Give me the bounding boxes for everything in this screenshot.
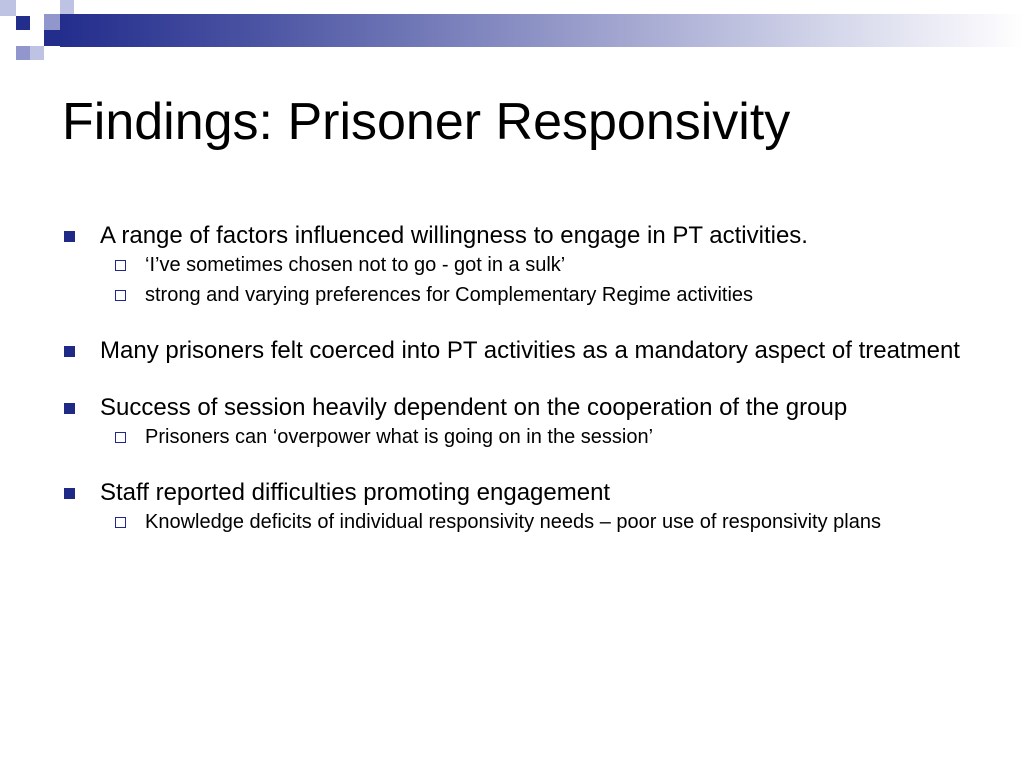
bullet-item [62, 479, 982, 506]
square-bullet-icon [64, 488, 75, 499]
square-bullet-icon [64, 231, 75, 242]
square-bullet-icon [64, 346, 75, 357]
hollow-square-bullet-icon [115, 517, 126, 528]
bullet-item [62, 337, 982, 364]
bullet-list [62, 222, 982, 534]
sub-bullet-text: ‘I’ve sometimes chosen not to go - got in a sulk’ [145, 254, 566, 276]
decor-square [44, 30, 60, 46]
sub-bullet-item [62, 510, 982, 534]
bullet-text: Many prisoners felt coerced into PT activities as a mandatory aspect of treatment [100, 337, 960, 364]
hollow-square-bullet-icon [115, 290, 126, 301]
decor-square [0, 0, 16, 16]
bullet-text: Success of session heavily dependent on the cooperation of the group [100, 394, 848, 421]
decor-square [44, 14, 60, 30]
bullet-text: A range of factors influenced willingness to engage in PT activities. [100, 222, 808, 249]
decor-square [60, 0, 74, 14]
sub-bullet-item [62, 283, 982, 307]
sub-bullet-text: Knowledge deficits of individual responsivity needs – poor use of responsivity plans [145, 511, 881, 533]
bullet-text: Staff reported difficulties promoting engagement [100, 479, 611, 506]
decor-square [16, 16, 30, 30]
hollow-square-bullet-icon [115, 260, 126, 271]
square-bullet-icon [64, 403, 75, 414]
decor-square [16, 46, 30, 60]
slide-title: Findings: Prisoner Responsivity [62, 93, 791, 151]
decor-square [30, 46, 44, 60]
hollow-square-bullet-icon [115, 432, 126, 443]
bullet-item [62, 222, 982, 249]
sub-bullet-item [62, 253, 982, 277]
sub-bullet-text: Prisoners can ‘overpower what is going on in the session’ [145, 426, 654, 448]
header-gradient-band [60, 14, 1024, 47]
sub-bullet-text: strong and varying preferences for Complementary Regime activities [145, 284, 754, 306]
decor-square [30, 30, 44, 44]
bullet-item [62, 394, 982, 421]
sub-bullet-item [62, 425, 982, 449]
